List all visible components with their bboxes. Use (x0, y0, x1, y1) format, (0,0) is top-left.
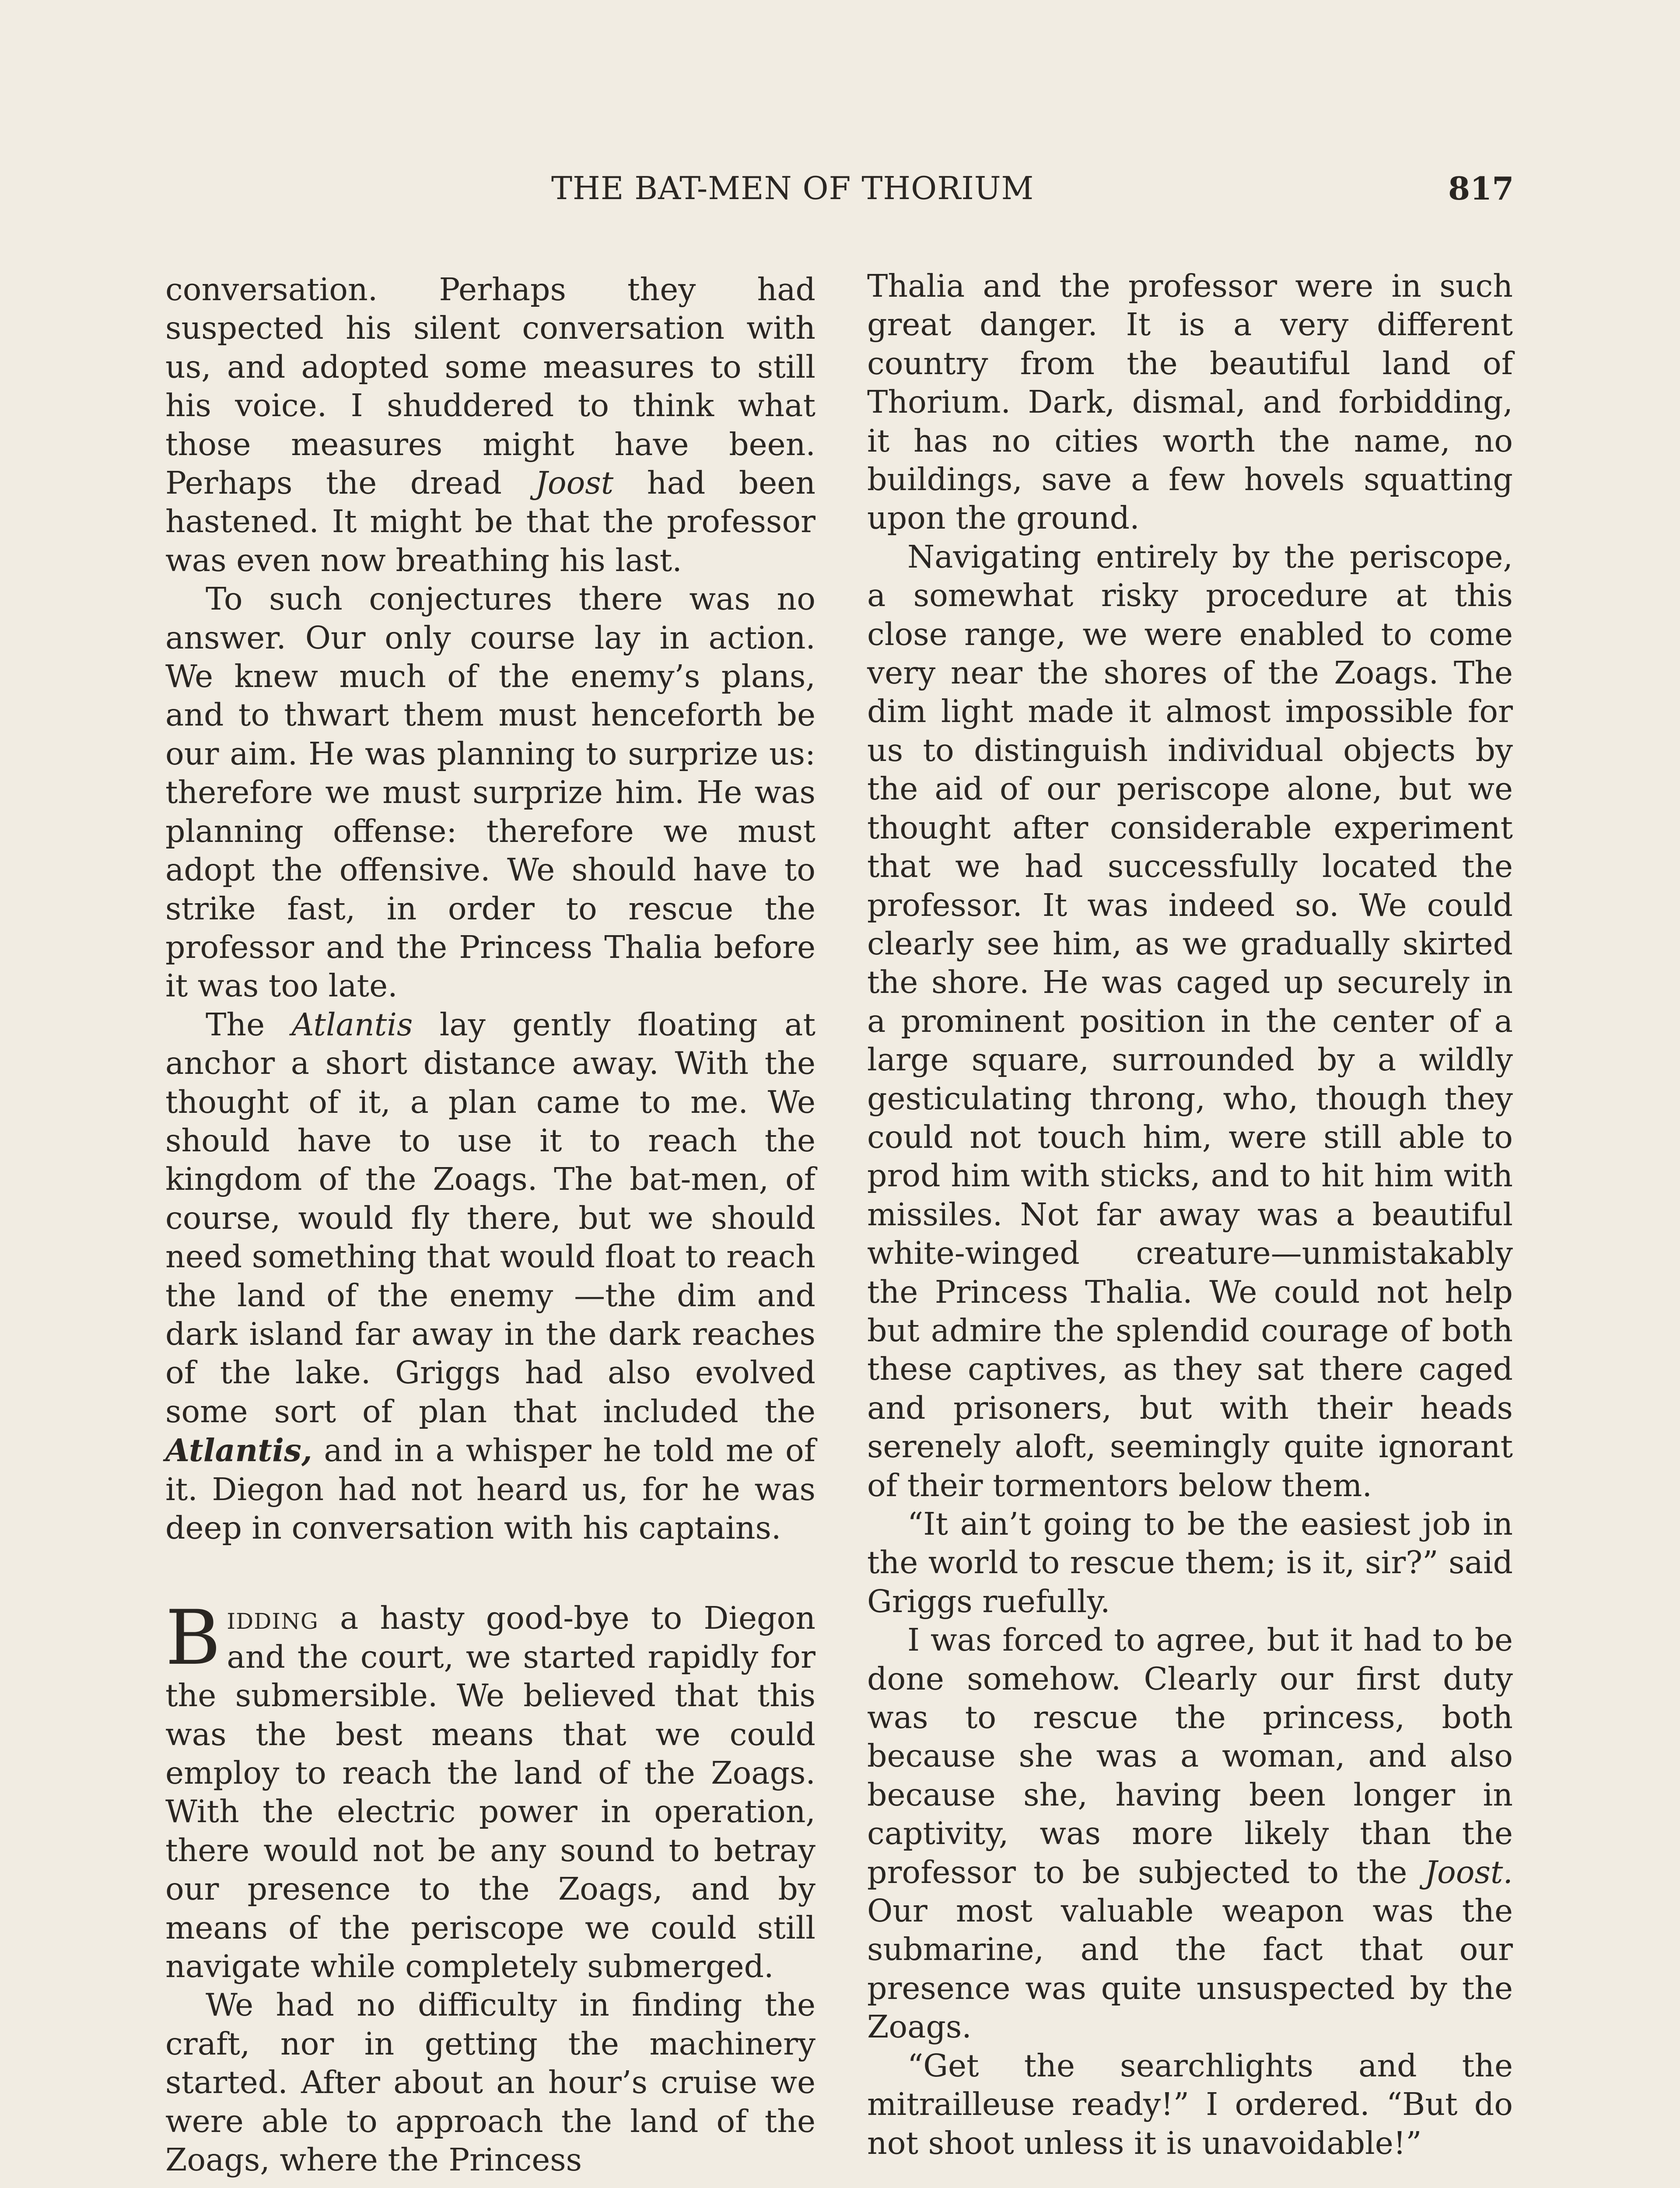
paragraph: To such conjectures there was no answer. Our only course lay in action. We knew much of the enemy’s plans, and to thwart them must henceforth be our aim. He was planning to surprize us: therefore we must surprize him. He was planning offense: therefore we must adopt the offensive. We should have to strike fast, in order to rescue the professor and the Princess Thalia before it was too late. (165, 581, 816, 1004)
paragraph (165, 270, 816, 580)
paragraph-text: I was forced to agree, but it had to be done somehow. Clearly our first duty was to rescue the princess, both because she was a woman, and also because she, having been longer in captivity, was more likely than the professor to be subjected to the (867, 1622, 1513, 1890)
paragraph: “It ain’t going to be the easiest job in the world to rescue them; is it, sir?” said Griggs ruefully. (867, 1506, 1513, 1620)
paragraph: “Get the searchlights and the mitrailleuse ready!” I ordered. “But do not shoot unless it is unavoidable!” (867, 2047, 1513, 2161)
page-header (0, 170, 1680, 218)
small-caps-lead: idding (227, 1600, 318, 1637)
ship-name: Atlantis, (165, 1432, 312, 1469)
running-title: THE BAT-MEN OF THORIUM (551, 170, 1034, 207)
paragraph (867, 1621, 1513, 2046)
page-number: 817 (1448, 170, 1514, 207)
paragraph: Navigating entirely by the periscope, a somewhat risky procedure at this close range, we were enabled to come very near the shores of the Zoags. The dim light made it almost impossible for us to distinguish individual objects by the aid of our periscope alone, but we thought after considerable experiment that we had successfully located the professor. It was indeed so. We could clearly see him, as we gradually skirted the shore. He was caged up securely in a prominent position in the center of a large square, surrounded by a wildly gesticulating throng, who, though they could not touch him, were still able to prod him with sticks, and to hit him with missiles. Not far away was a beautiful white-winged creature—unmistakably the Princess Thalia. We could not help but admire the splendid courage of both these captives, as they sat there caged and prisoners, but with their heads serenely aloft, seemingly quite ignorant of their tormentors below them. (867, 538, 1513, 1504)
right-column (867, 267, 1513, 2163)
paragraph-text: had been hastened. It might be that the professor was even now breathing his last. (165, 465, 816, 579)
paragraph-text: lay gently floating at anchor a short distance away. With the thought of it, a plan came to me. We should have to use it to reach the kingdom of the Zoags. The bat-men, of course, would fly there, but we should need something that would float to reach the land of the enemy —the dim and dark island far away in the dark reaches of the lake. Griggs had also evolved some sort of plan that included the (165, 1006, 816, 1430)
paragraph (165, 1006, 816, 1548)
paragraph-text: Our most valuable weapon was the submarine, and the fact that our presence was quite unsuspected by the Zoags. (867, 1893, 1513, 2045)
section-start-paragraph (165, 1594, 816, 1986)
italic-term: Joost. (1424, 1854, 1513, 1890)
paragraph-text: a hasty good-bye to Diegon and the court, we started rapidly for the submersible. We believed that this was the best means that we could employ to reach the land of the Zoags. With the electric power in operation, there would not be any sound to betray our presence to the Zoags, and by means of the periscope we could still navigate while completely submerged. (165, 1600, 816, 1985)
paragraph-text: and in a whisper he told me of it. Diegon had not heard us, for he was deep in conversation with his captains. (165, 1432, 816, 1546)
paragraph: Thalia and the professor were in such great danger. It is a very different country from the beautiful land of Thorium. Dark, dismal, and forbidding, it has no cities worth the name, no buildings, save a few hovels squatting upon the ground. (867, 268, 1513, 536)
paragraph: We had no difficulty in finding the craft, nor in getting the machinery started. After about an hour’s cruise we were able to approach the land of the Zoags, where the Princess (165, 1987, 816, 2178)
left-column (165, 270, 816, 2180)
paragraph-text: conversation. Perhaps they had suspected his silent conversation with us, and adopted some measures to still his voice. I shuddered to think what those measures might have been. Perhaps the dread (165, 271, 816, 501)
italic-term: Joost (535, 465, 614, 501)
drop-cap: B (165, 1594, 221, 1682)
ship-name: Atlantis (291, 1006, 413, 1043)
paragraph-text: The (206, 1006, 265, 1043)
